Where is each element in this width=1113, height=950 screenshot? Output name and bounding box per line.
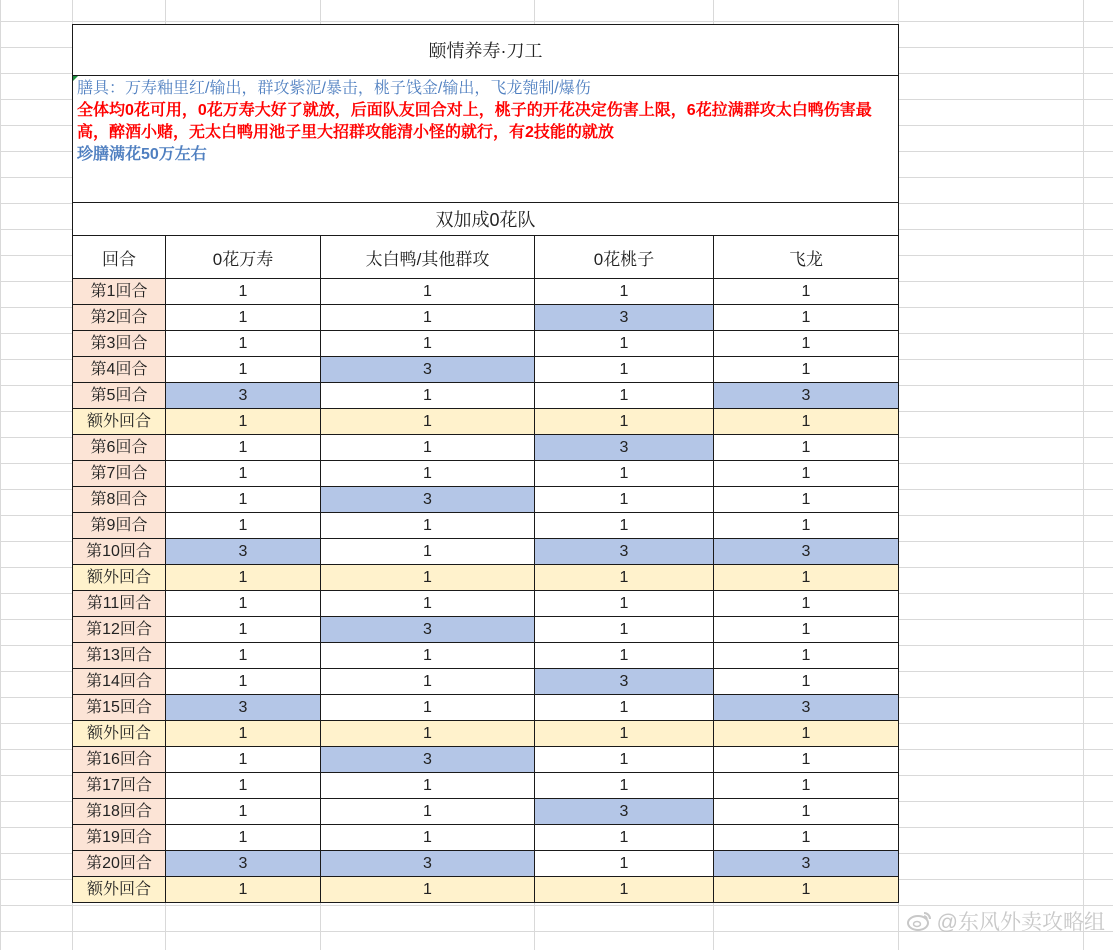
header-wanshou[interactable]: 0花万寿	[166, 236, 321, 279]
weibo-icon	[907, 910, 933, 932]
extra-round-row	[73, 877, 899, 903]
title-row	[73, 25, 899, 76]
cell-feilong[interactable]: 3	[714, 851, 899, 877]
cell-taozi[interactable]: 1	[535, 877, 714, 903]
round-label[interactable]: 第2回合	[73, 305, 166, 331]
cell-taibaiya[interactable]: 1	[321, 539, 535, 565]
cell-wanshou[interactable]: 3	[166, 383, 321, 409]
cell-wanshou[interactable]: 3	[166, 851, 321, 877]
cell-taozi[interactable]: 3	[535, 799, 714, 825]
cell-taozi[interactable]: 3	[535, 305, 714, 331]
cell-taibaiya[interactable]: 1	[321, 825, 535, 851]
cell-taozi[interactable]: 3	[535, 539, 714, 565]
round-row	[73, 461, 899, 487]
cell-taibaiya[interactable]: 1	[321, 435, 535, 461]
cell-feilong[interactable]: 1	[714, 513, 899, 539]
cell-wanshou[interactable]: 1	[166, 513, 321, 539]
cell-taozi[interactable]: 1	[535, 279, 714, 305]
cell-taibaiya[interactable]: 1	[321, 305, 535, 331]
cell-taozi[interactable]: 1	[535, 643, 714, 669]
cell-taozi[interactable]: 1	[535, 747, 714, 773]
cell-wanshou[interactable]: 1	[166, 461, 321, 487]
cell-feilong[interactable]: 1	[714, 799, 899, 825]
watermark	[907, 906, 1105, 936]
round-row	[73, 747, 899, 773]
round-row	[73, 617, 899, 643]
cell-wanshou[interactable]: 1	[166, 773, 321, 799]
round-label[interactable]: 第16回合	[73, 747, 166, 773]
cell-feilong[interactable]: 1	[714, 461, 899, 487]
cell-feilong[interactable]: 1	[714, 721, 899, 747]
cell-wanshou[interactable]: 1	[166, 721, 321, 747]
cell-wanshou[interactable]: 1	[166, 877, 321, 903]
cell-taibaiya[interactable]: 3	[321, 617, 535, 643]
round-row	[73, 773, 899, 799]
cell-feilong[interactable]: 1	[714, 279, 899, 305]
round-row	[73, 279, 899, 305]
cell-taibaiya[interactable]: 1	[321, 565, 535, 591]
extra-round-row	[73, 565, 899, 591]
cell-feilong[interactable]: 3	[714, 383, 899, 409]
round-row	[73, 383, 899, 409]
grid-line	[1083, 0, 1084, 950]
cell-wanshou[interactable]: 1	[166, 331, 321, 357]
round-row	[73, 305, 899, 331]
cell-taozi[interactable]: 3	[535, 669, 714, 695]
cell-taibaiya[interactable]: 3	[321, 357, 535, 383]
round-label[interactable]: 额外回合	[73, 721, 166, 747]
round-label[interactable]: 第4回合	[73, 357, 166, 383]
cell-taibaiya[interactable]: 1	[321, 643, 535, 669]
sheet-title[interactable]: 颐情养寿·刀工	[73, 25, 899, 76]
cell-wanshou[interactable]: 1	[166, 747, 321, 773]
cell-feilong[interactable]: 1	[714, 591, 899, 617]
notes-cell[interactable]	[73, 76, 899, 203]
cell-taibaiya[interactable]: 1	[321, 877, 535, 903]
cell-taibaiya[interactable]: 1	[321, 383, 535, 409]
round-row	[73, 851, 899, 877]
cell-taibaiya[interactable]: 1	[321, 513, 535, 539]
cell-feilong[interactable]: 3	[714, 695, 899, 721]
cell-taozi[interactable]: 1	[535, 331, 714, 357]
cell-taozi[interactable]: 3	[535, 435, 714, 461]
cell-taibaiya[interactable]: 1	[321, 409, 535, 435]
cell-taozi[interactable]: 1	[535, 513, 714, 539]
cell-feilong[interactable]: 1	[714, 305, 899, 331]
round-row	[73, 643, 899, 669]
cell-taibaiya[interactable]: 1	[321, 591, 535, 617]
round-row	[73, 513, 899, 539]
notes-row	[73, 76, 899, 203]
cell-wanshou[interactable]: 1	[166, 825, 321, 851]
header-row	[73, 236, 899, 279]
cell-feilong[interactable]: 3	[714, 539, 899, 565]
header-taozi[interactable]: 0花桃子	[535, 236, 714, 279]
round-label[interactable]: 第6回合	[73, 435, 166, 461]
cell-wanshou[interactable]: 1	[166, 357, 321, 383]
round-label[interactable]: 第1回合	[73, 279, 166, 305]
round-label[interactable]: 第9回合	[73, 513, 166, 539]
team-title[interactable]: 双加成0花队	[73, 203, 899, 236]
round-label[interactable]: 第20回合	[73, 851, 166, 877]
cell-taibaiya[interactable]: 1	[321, 669, 535, 695]
round-row	[73, 539, 899, 565]
round-label[interactable]: 第12回合	[73, 617, 166, 643]
cell-feilong[interactable]: 1	[714, 409, 899, 435]
round-label[interactable]: 第15回合	[73, 695, 166, 721]
cell-taozi[interactable]: 1	[535, 409, 714, 435]
cell-feilong[interactable]: 1	[714, 617, 899, 643]
round-row	[73, 799, 899, 825]
cell-wanshou[interactable]: 1	[166, 435, 321, 461]
cell-wanshou[interactable]: 1	[166, 617, 321, 643]
round-label[interactable]: 额外回合	[73, 409, 166, 435]
round-row	[73, 591, 899, 617]
cell-wanshou[interactable]: 1	[166, 643, 321, 669]
cell-feilong[interactable]: 1	[714, 435, 899, 461]
cell-taozi[interactable]: 1	[535, 461, 714, 487]
cell-taozi[interactable]: 1	[535, 357, 714, 383]
cell-wanshou[interactable]: 3	[166, 695, 321, 721]
round-row	[73, 357, 899, 383]
round-label[interactable]: 第18回合	[73, 799, 166, 825]
cell-feilong[interactable]: 1	[714, 669, 899, 695]
cell-feilong[interactable]: 1	[714, 773, 899, 799]
cell-taozi[interactable]: 1	[535, 383, 714, 409]
cell-taibaiya[interactable]: 3	[321, 487, 535, 513]
round-label[interactable]: 第5回合	[73, 383, 166, 409]
round-row	[73, 825, 899, 851]
cell-taibaiya[interactable]: 1	[321, 721, 535, 747]
strategy-table	[72, 24, 899, 903]
round-row	[73, 331, 899, 357]
round-row	[73, 669, 899, 695]
strategy-note: 全体均0花可用，0花万寿大好了就放，后面队友回合对上，桃子的开花决定伤害上限，6花拉满群攻太白鸭伤害最高，醉酒小赌，无太白鸭用池子里大招群攻能清小怪的就行，有2技能的就放	[77, 102, 872, 141]
cell-feilong[interactable]: 1	[714, 877, 899, 903]
cell-taibaiya[interactable]: 1	[321, 695, 535, 721]
round-label[interactable]: 第3回合	[73, 331, 166, 357]
header-round[interactable]: 回合	[73, 236, 166, 279]
cell-wanshou[interactable]: 1	[166, 591, 321, 617]
cell-wanshou[interactable]: 1	[166, 565, 321, 591]
cell-wanshou[interactable]: 1	[166, 279, 321, 305]
cell-feilong[interactable]: 1	[714, 331, 899, 357]
cell-feilong[interactable]: 1	[714, 825, 899, 851]
round-label[interactable]: 第10回合	[73, 539, 166, 565]
cell-taozi[interactable]: 1	[535, 695, 714, 721]
cell-taozi[interactable]: 1	[535, 721, 714, 747]
cell-wanshou[interactable]: 1	[166, 669, 321, 695]
round-label[interactable]: 额外回合	[73, 877, 166, 903]
score-note: 珍膳满花50万左右	[77, 146, 207, 163]
cell-wanshou[interactable]: 1	[166, 305, 321, 331]
cell-taozi[interactable]: 1	[535, 565, 714, 591]
cell-taibaiya[interactable]: 1	[321, 331, 535, 357]
cell-taibaiya[interactable]: 1	[321, 461, 535, 487]
round-label[interactable]: 第8回合	[73, 487, 166, 513]
round-label[interactable]: 额外回合	[73, 565, 166, 591]
cell-wanshou[interactable]: 1	[166, 799, 321, 825]
cell-taozi[interactable]: 1	[535, 851, 714, 877]
cell-taozi[interactable]: 1	[535, 825, 714, 851]
cell-taibaiya[interactable]: 3	[321, 851, 535, 877]
cell-feilong[interactable]: 1	[714, 487, 899, 513]
cell-taibaiya[interactable]: 3	[321, 747, 535, 773]
cell-wanshou[interactable]: 1	[166, 409, 321, 435]
cell-taozi[interactable]: 1	[535, 487, 714, 513]
cell-feilong[interactable]: 1	[714, 747, 899, 773]
team-row	[73, 203, 899, 236]
round-label[interactable]: 第19回合	[73, 825, 166, 851]
round-label[interactable]: 第14回合	[73, 669, 166, 695]
extra-round-row	[73, 409, 899, 435]
round-row	[73, 487, 899, 513]
cell-taozi[interactable]: 1	[535, 591, 714, 617]
cell-taozi[interactable]: 1	[535, 773, 714, 799]
cell-taozi[interactable]: 1	[535, 617, 714, 643]
cell-feilong[interactable]: 1	[714, 565, 899, 591]
cell-feilong[interactable]: 1	[714, 357, 899, 383]
watermark-text: @东风外卖攻略组	[936, 911, 1105, 934]
comment-marker-icon	[73, 76, 78, 81]
header-taibaiya[interactable]: 太白鸭/其他群攻	[321, 236, 535, 279]
round-label[interactable]: 第13回合	[73, 643, 166, 669]
round-row	[73, 435, 899, 461]
cell-wanshou[interactable]: 3	[166, 539, 321, 565]
extra-round-row	[73, 721, 899, 747]
round-label[interactable]: 第7回合	[73, 461, 166, 487]
round-label[interactable]: 第11回合	[73, 591, 166, 617]
cell-taibaiya[interactable]: 1	[321, 773, 535, 799]
cell-feilong[interactable]: 1	[714, 643, 899, 669]
cell-wanshou[interactable]: 1	[166, 487, 321, 513]
header-feilong[interactable]: 飞龙	[714, 236, 899, 279]
cell-taibaiya[interactable]: 1	[321, 279, 535, 305]
round-label[interactable]: 第17回合	[73, 773, 166, 799]
cell-taibaiya[interactable]: 1	[321, 799, 535, 825]
tableware-note: 膳具：万寿釉里红/输出，群攻紫泥/暴击，桃子饯金/输出，飞龙匏制/爆伤	[77, 80, 591, 97]
round-row	[73, 695, 899, 721]
